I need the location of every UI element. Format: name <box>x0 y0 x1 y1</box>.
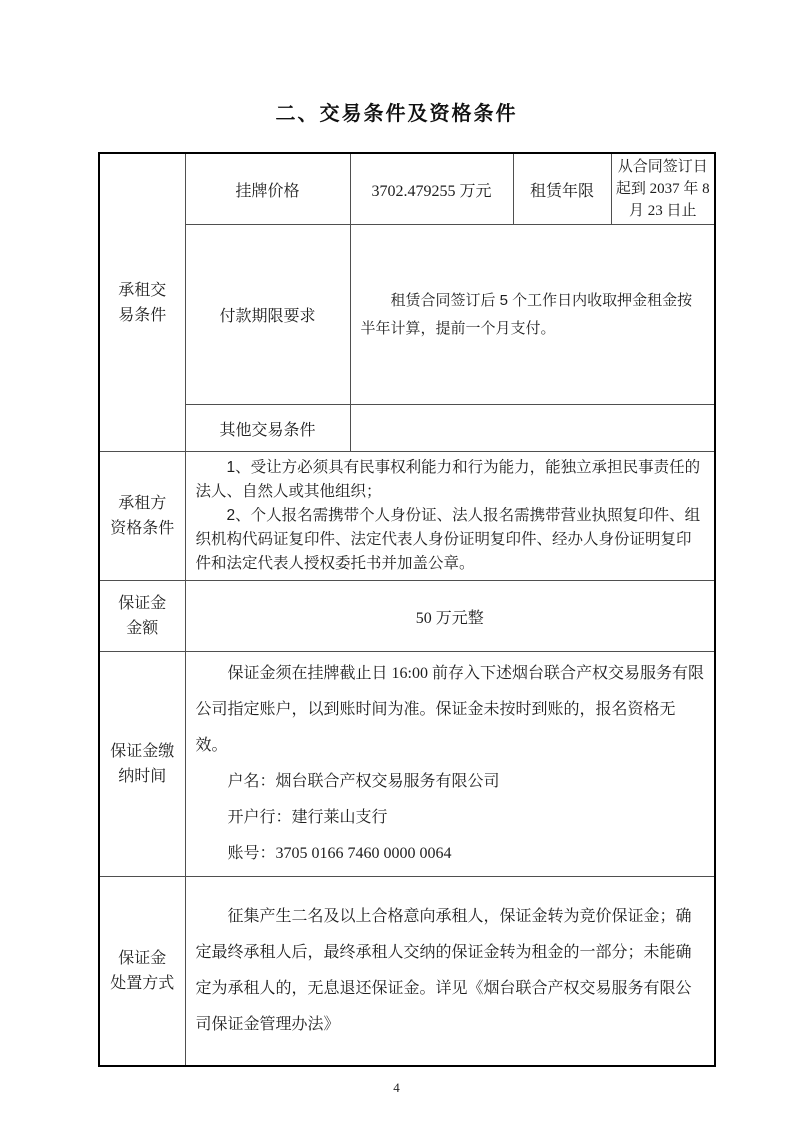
deposit-account-name: 户名：烟台联合产权交易服务有限公司 <box>227 773 500 790</box>
lease-term-label: 租赁年限 <box>513 153 611 225</box>
table-row <box>99 877 715 1066</box>
deposit-bank: 开户行：建行莱山支行 <box>227 809 388 826</box>
table-row <box>99 652 715 877</box>
row-label-line: 资格条件 <box>110 520 175 537</box>
qualification-item-2: 2、个人报名需携带个人身份证、法人报名需携带营业执照复印件、组织机构代码证复印件、法定代表人身份证明复印件、经办人身份证明复印件和法定代表人授权委托书并加盖公章。 <box>195 507 701 572</box>
payment-terms-text: 租赁合同签订后 5 个工作日内收取押金租金按半年计算，提前一个月支付。 <box>360 291 693 337</box>
deposit-disposal-text: 征集产生二名及以上合格意向承租人，保证金转为竞价保证金；确定最终承租人后，最终承租人交纳的保证金转为租金的一部分；未能确定为承租人的，无息退还保证金。详见《烟台联合产权交易服务有限公司保证金管理办法》 <box>195 907 692 1033</box>
row-label-line: 纳时间 <box>118 768 167 785</box>
listing-price-label: 挂牌价格 <box>185 153 350 225</box>
table-row <box>99 225 715 405</box>
row-label-deposit-payment <box>99 652 185 877</box>
row-label-deposit-disposal <box>99 877 185 1066</box>
payment-terms-value <box>350 225 715 405</box>
table-row <box>99 581 715 652</box>
lease-term-value: 从合同签订日起到 2037 年 8 月 23 日止 <box>611 153 715 225</box>
listing-price-value: 3702.479255 万元 <box>350 153 513 225</box>
row-label-deposit-amount <box>99 581 185 652</box>
other-conditions-value <box>350 405 715 452</box>
row-label-line: 处置方式 <box>110 974 175 992</box>
row-label-line: 易条件 <box>118 306 167 324</box>
row-label-line: 承租交 <box>118 281 167 299</box>
conditions-table <box>98 152 716 1067</box>
table-row <box>99 405 715 452</box>
other-conditions-label: 其他交易条件 <box>185 405 350 452</box>
table-row <box>99 452 715 581</box>
payment-terms-label: 付款期限要求 <box>185 225 350 405</box>
row-label-line: 保证金 <box>118 595 167 612</box>
row-label-qualification <box>99 452 185 581</box>
deposit-amount-value: 50 万元整 <box>185 581 715 652</box>
row-label-lease-conditions <box>99 153 185 452</box>
qualification-item-1: 1、受让方必须具有民事权利能力和行为能力，能独立承担民事责任的法人、自然人或其他组织； <box>195 459 701 500</box>
page-number: 4 <box>393 1079 400 1095</box>
deposit-payment-intro: 保证金须在挂牌截止日 16:00 前存入下述烟台联合产权交易服务有限公司指定账户，以到账时间为准。保证金未按时到账的，报名资格无效。 <box>195 665 704 754</box>
row-label-line: 保证金 <box>118 949 167 967</box>
deposit-payment-value <box>185 652 715 877</box>
page-title: 二、交易条件及资格条件 <box>275 103 518 125</box>
row-label-line: 保证金缴 <box>110 743 175 760</box>
row-label-line: 承租方 <box>118 495 167 512</box>
deposit-account-number: 账号：3705 0166 7460 0000 0064 <box>227 845 452 862</box>
qualification-value <box>185 452 715 581</box>
row-label-line: 金额 <box>126 620 159 637</box>
deposit-disposal-value <box>185 877 715 1066</box>
table-row <box>99 153 715 225</box>
